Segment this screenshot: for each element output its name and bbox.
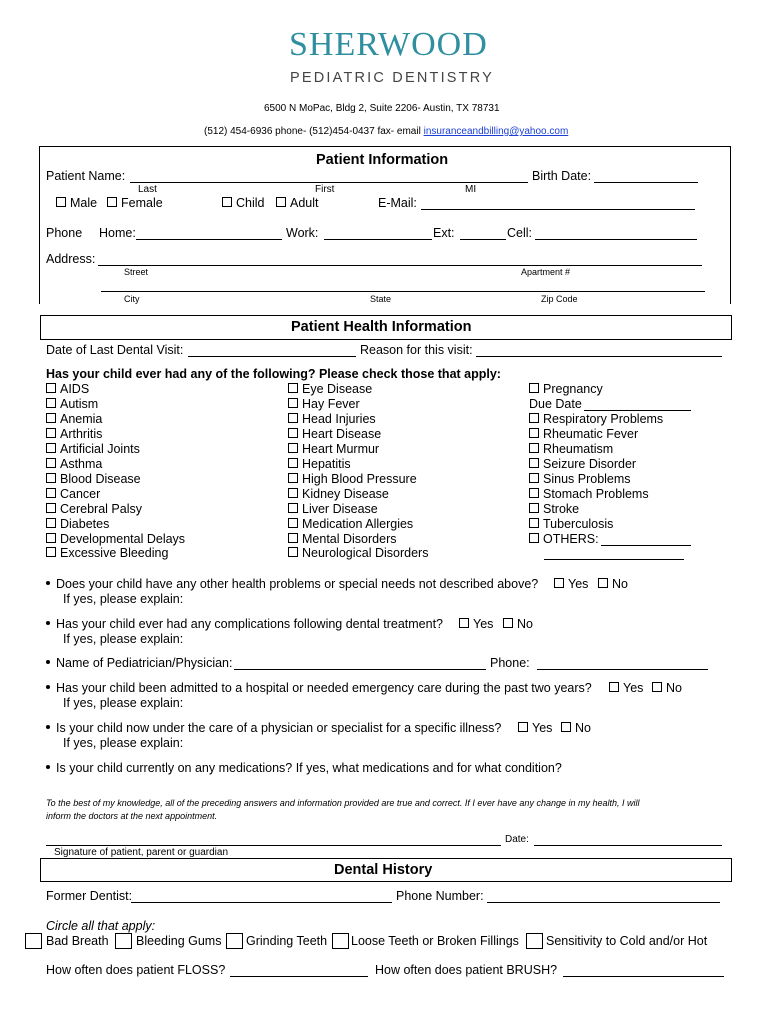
type-adult[interactable] xyxy=(276,196,319,210)
condition-item[interactable] xyxy=(288,502,428,517)
question-5 xyxy=(46,721,501,735)
option-sensitivity: Sensitivity to Cold and/or Hot xyxy=(546,934,708,948)
question-2-text: Has your child ever had any complications following dental treatment? xyxy=(56,617,444,631)
male-label: Male xyxy=(70,196,98,210)
condition-item[interactable] xyxy=(46,517,185,532)
condition-label: Blood Disease xyxy=(60,471,141,486)
q2-explain: If yes, please explain: xyxy=(63,632,184,646)
question-6-text: Is your child currently on any medications? If yes, what medications and for what condition? xyxy=(56,761,562,775)
checkbox-icon[interactable] xyxy=(288,398,298,408)
option-checkbox-sensitivity[interactable] xyxy=(526,933,543,949)
yes-label: Yes xyxy=(532,721,553,735)
last-visit-label: Date of Last Dental Visit: xyxy=(46,343,184,357)
checkbox-icon[interactable] xyxy=(529,518,539,528)
condition-label: High Blood Pressure xyxy=(302,471,417,486)
option-checkbox-bleeding-gums[interactable] xyxy=(115,933,132,949)
bullet-icon xyxy=(46,621,50,625)
bullet-icon xyxy=(46,725,50,729)
ext-field[interactable] xyxy=(460,239,506,240)
question-1 xyxy=(46,577,538,591)
condition-item[interactable] xyxy=(46,442,185,457)
condition-item[interactable] xyxy=(46,382,185,397)
question-5-text: Is your child now under the care of a physician or specialist for a specific illness? xyxy=(56,721,502,735)
floss-field[interactable] xyxy=(230,976,368,977)
checkbox-icon[interactable] xyxy=(529,458,539,468)
street-field[interactable] xyxy=(98,265,702,266)
condition-item[interactable] xyxy=(46,472,185,487)
condition-item[interactable] xyxy=(46,546,185,561)
phone-label: Phone xyxy=(46,226,83,240)
option-bleeding-gums: Bleeding Gums xyxy=(136,934,222,948)
reason-field[interactable] xyxy=(476,356,722,357)
condition-label: Arthritis xyxy=(60,426,103,441)
condition-label: Cerebral Palsy xyxy=(60,501,142,516)
conditions-column-3 xyxy=(529,382,663,546)
home-phone-field[interactable] xyxy=(136,239,282,240)
type-child[interactable] xyxy=(222,196,265,210)
female-label: Female xyxy=(121,196,163,210)
q1-explain: If yes, please explain: xyxy=(63,592,184,606)
gender-male[interactable] xyxy=(56,196,97,210)
question-6 xyxy=(46,761,562,775)
condition-label: Rheumatism xyxy=(543,441,614,456)
checkbox-icon[interactable] xyxy=(288,413,298,423)
section-left-border xyxy=(39,146,40,304)
question-1-text: Does your child have any other health problems or special needs not described above? xyxy=(56,577,539,591)
option-bad-breath: Bad Breath xyxy=(46,934,109,948)
checkbox-icon[interactable] xyxy=(459,618,469,628)
pediatrician-label: Name of Pediatrician/Physician: xyxy=(56,656,233,670)
q2-no[interactable] xyxy=(503,617,533,631)
condition-item[interactable] xyxy=(288,532,428,547)
condition-label: AIDS xyxy=(60,382,90,396)
condition-label: Diabetes xyxy=(60,516,110,531)
condition-item[interactable] xyxy=(288,546,428,561)
email-label: E-Mail: xyxy=(378,196,417,210)
condition-label: Tuberculosis xyxy=(543,516,614,531)
pediatrician-phone-label: Phone: xyxy=(490,656,530,670)
no-label: No xyxy=(666,681,682,695)
condition-label: Mental Disorders xyxy=(302,531,397,546)
option-checkbox-loose-teeth[interactable] xyxy=(332,933,349,949)
condition-label: Neurological Disorders xyxy=(302,546,429,561)
former-dentist-label: Former Dentist: xyxy=(46,889,133,903)
pediatrician-field[interactable] xyxy=(234,669,486,670)
email-link[interactable]: insuranceandbilling@yahoo.com xyxy=(423,126,569,137)
condition-label: Artificial Joints xyxy=(60,441,140,456)
checkbox-icon[interactable] xyxy=(288,428,298,438)
checkbox-icon[interactable] xyxy=(276,197,286,207)
conditions-column-1 xyxy=(46,382,185,561)
ext-label: Ext: xyxy=(433,226,455,240)
practice-contact xyxy=(204,126,568,137)
checkbox-icon[interactable] xyxy=(46,518,56,528)
checkbox-icon[interactable] xyxy=(46,533,56,543)
question-4 xyxy=(46,681,592,695)
condition-label: Anemia xyxy=(60,411,103,426)
condition-item[interactable] xyxy=(46,412,185,427)
checkbox-icon[interactable] xyxy=(46,428,56,438)
sub-first: First xyxy=(315,184,335,195)
condition-label: Kidney Disease xyxy=(302,486,389,501)
option-checkbox-bad-breath[interactable] xyxy=(25,933,42,949)
checkbox-icon[interactable] xyxy=(288,547,298,557)
contact-text: (512) 454-6936 phone- (512)454-0437 fax- email xyxy=(204,126,424,137)
checkbox-icon[interactable] xyxy=(46,413,56,423)
condition-item[interactable] xyxy=(288,517,428,532)
checkbox-icon[interactable] xyxy=(46,503,56,513)
condition-label: Stroke xyxy=(543,501,580,516)
condition-label: Head Injuries xyxy=(302,411,376,426)
circle-instruction: Circle all that apply: xyxy=(46,919,156,933)
checkbox-icon[interactable] xyxy=(529,413,539,423)
health-info-title: Patient Health Information xyxy=(291,319,472,335)
checkbox-icon[interactable] xyxy=(288,443,298,453)
checkbox-icon[interactable] xyxy=(46,488,56,498)
sub-mi: MI xyxy=(465,184,477,195)
q1-no[interactable] xyxy=(598,577,628,591)
checkbox-icon[interactable] xyxy=(46,398,56,408)
signature-date-field[interactable] xyxy=(534,845,722,846)
checkbox-icon[interactable] xyxy=(529,488,539,498)
checkbox-icon[interactable] xyxy=(529,533,539,543)
bullet-icon xyxy=(46,660,50,664)
floss-label: How often does patient FLOSS? xyxy=(46,963,226,977)
condition-item[interactable] xyxy=(288,472,428,487)
condition-item[interactable] xyxy=(529,517,663,532)
address-label: Address: xyxy=(46,252,96,266)
condition-item[interactable] xyxy=(529,472,663,487)
birth-date-field[interactable] xyxy=(594,182,698,183)
section-top-border xyxy=(39,146,731,147)
home-label: Home: xyxy=(99,226,136,240)
condition-label: Heart Murmur xyxy=(302,441,380,456)
bullet-icon xyxy=(46,685,50,689)
sub-zip: Zip Code xyxy=(541,294,578,304)
condition-label: Asthma xyxy=(60,456,103,471)
sub-state: State xyxy=(370,294,392,304)
section-right-border xyxy=(730,146,731,304)
sub-street: Street xyxy=(124,267,149,277)
date-label: Date: xyxy=(505,834,529,845)
option-grinding-teeth: Grinding Teeth xyxy=(246,934,328,948)
work-phone-field[interactable] xyxy=(324,239,432,240)
checkbox-icon[interactable] xyxy=(46,547,56,557)
sub-city: City xyxy=(124,294,140,304)
condition-label: Cancer xyxy=(60,486,101,501)
birth-date-label: Birth Date: xyxy=(532,169,592,183)
bullet-icon xyxy=(46,765,50,769)
no-label: No xyxy=(517,617,533,631)
condition-item[interactable] xyxy=(529,412,663,427)
condition-item[interactable] xyxy=(529,442,663,457)
patient-info-title: Patient Information xyxy=(316,152,449,168)
checkbox-icon[interactable] xyxy=(46,443,56,453)
checkbox-icon[interactable] xyxy=(46,458,56,468)
q4-explain: If yes, please explain: xyxy=(63,696,184,710)
checkbox-icon[interactable] xyxy=(56,197,66,207)
dentist-phone-label: Phone Number: xyxy=(396,889,484,903)
condition-item[interactable] xyxy=(46,457,185,472)
condition-item[interactable] xyxy=(288,442,428,457)
checkbox-icon[interactable] xyxy=(222,197,232,207)
others-field-2[interactable] xyxy=(544,559,684,560)
condition-label: Sinus Problems xyxy=(543,471,631,486)
patient-name-field[interactable] xyxy=(130,182,528,183)
question-3 xyxy=(46,656,232,670)
checkbox-icon[interactable] xyxy=(529,428,539,438)
bullet-icon xyxy=(46,581,50,585)
condition-item[interactable] xyxy=(288,382,428,397)
condition-item[interactable] xyxy=(288,487,428,502)
dentist-phone-field[interactable] xyxy=(487,902,720,903)
reason-label: Reason for this visit: xyxy=(360,343,473,357)
condition-label: Hay Fever xyxy=(302,396,360,411)
checkbox-icon[interactable] xyxy=(503,618,513,628)
checkbox-icon[interactable] xyxy=(554,578,564,588)
condition-item[interactable] xyxy=(288,397,428,412)
option-loose-teeth: Loose Teeth or Broken Fillings xyxy=(351,934,519,948)
condition-item[interactable] xyxy=(529,502,663,517)
checkbox-icon[interactable] xyxy=(288,533,298,543)
condition-item[interactable] xyxy=(288,457,428,472)
logo-subtitle: PEDIATRIC DENTISTRY xyxy=(290,70,495,86)
former-dentist-field[interactable] xyxy=(131,902,392,903)
condition-label: Autism xyxy=(60,396,99,411)
checkbox-icon[interactable] xyxy=(288,488,298,498)
brush-label: How often does patient BRUSH? xyxy=(375,963,558,977)
condition-item[interactable] xyxy=(46,502,185,517)
condition-label: Stomach Problems xyxy=(543,486,649,501)
yes-label: Yes xyxy=(568,577,589,591)
condition-item[interactable] xyxy=(288,427,428,442)
logo-wordmark: SHERWOOD xyxy=(289,26,488,63)
adult-label: Adult xyxy=(290,196,319,210)
city-state-zip-field[interactable] xyxy=(101,291,705,292)
q4-yes[interactable] xyxy=(609,681,643,695)
condition-label: Heart Disease xyxy=(302,426,382,441)
checkbox-icon[interactable] xyxy=(46,473,56,483)
checkbox-icon[interactable] xyxy=(518,722,528,732)
email-field[interactable] xyxy=(421,209,695,210)
checkbox-icon[interactable] xyxy=(288,503,298,513)
condition-label: Eye Disease xyxy=(302,382,373,396)
practice-address: 6500 N MoPac, Bldg 2, Suite 2206- Austin, TX 78731 xyxy=(264,103,500,114)
condition-label: OTHERS: xyxy=(543,531,599,546)
attestation-line-1: To the best of my knowledge, all of the preceding answers and information provided are true and correct. If I ever have any change in my health, I will xyxy=(46,798,640,808)
q4-no[interactable] xyxy=(652,681,682,695)
q1-yes[interactable] xyxy=(554,577,588,591)
sub-apartment: Apartment # xyxy=(521,267,571,277)
q5-no[interactable] xyxy=(561,721,591,735)
question-2 xyxy=(46,617,443,631)
condition-item[interactable] xyxy=(46,487,185,502)
condition-label: Medication Allergies xyxy=(302,516,414,531)
due-date-field[interactable] xyxy=(584,410,691,411)
condition-label: Excessive Bleeding xyxy=(60,546,169,561)
no-label: No xyxy=(612,577,628,591)
condition-pregnancy[interactable] xyxy=(529,382,663,397)
yes-label: Yes xyxy=(473,617,494,631)
q5-explain: If yes, please explain: xyxy=(63,736,184,750)
checkbox-icon[interactable] xyxy=(652,682,662,692)
condition-item[interactable] xyxy=(46,427,185,442)
due-date-label: Due Date xyxy=(529,396,582,411)
condition-label: Liver Disease xyxy=(302,501,378,516)
checkbox-icon[interactable] xyxy=(598,578,608,588)
condition-label: Rheumatic Fever xyxy=(543,426,639,441)
dental-history-title: Dental History xyxy=(334,862,433,878)
conditions-column-2 xyxy=(288,382,428,561)
checkbox-icon[interactable] xyxy=(529,473,539,483)
attestation-line-2: inform the doctors at the next appointment. xyxy=(46,811,218,821)
option-checkbox-grinding-teeth[interactable] xyxy=(226,933,243,949)
q2-yes[interactable] xyxy=(459,617,493,631)
signature-field[interactable] xyxy=(46,845,501,846)
checkbox-icon[interactable] xyxy=(288,458,298,468)
cell-phone-field[interactable] xyxy=(535,239,697,240)
pediatrician-phone-field[interactable] xyxy=(537,669,708,670)
brush-field[interactable] xyxy=(563,976,724,977)
condition-label: Seizure Disorder xyxy=(543,456,637,471)
condition-item[interactable] xyxy=(46,532,185,547)
condition-label: Hepatitis xyxy=(302,456,351,471)
condition-item[interactable] xyxy=(46,397,185,412)
checkbox-icon[interactable] xyxy=(288,383,298,393)
condition-item[interactable] xyxy=(288,412,428,427)
gender-female[interactable] xyxy=(107,196,163,210)
checkbox-icon[interactable] xyxy=(46,383,56,393)
condition-label: Respiratory Problems xyxy=(543,411,664,426)
checkbox-icon[interactable] xyxy=(609,682,619,692)
checkbox-icon[interactable] xyxy=(561,722,571,732)
others-field[interactable] xyxy=(601,545,691,546)
child-label: Child xyxy=(236,196,265,210)
yes-label: Yes xyxy=(623,681,644,695)
condition-item[interactable] xyxy=(529,457,663,472)
checkbox-icon[interactable] xyxy=(107,197,117,207)
checkbox-icon[interactable] xyxy=(529,443,539,453)
no-label: No xyxy=(575,721,591,735)
checkbox-icon[interactable] xyxy=(288,473,298,483)
last-visit-field[interactable] xyxy=(188,356,356,357)
patient-name-label: Patient Name: xyxy=(46,169,126,183)
sub-last: Last xyxy=(138,184,157,195)
checkbox-icon[interactable] xyxy=(529,383,539,393)
condition-item[interactable] xyxy=(529,487,663,502)
checkbox-icon[interactable] xyxy=(529,503,539,513)
condition-label: Developmental Delays xyxy=(60,531,186,546)
work-label: Work: xyxy=(286,226,319,240)
condition-label: Pregnancy xyxy=(543,382,603,396)
signature-label: Signature of patient, parent or guardian xyxy=(54,847,229,858)
checkbox-icon[interactable] xyxy=(288,518,298,528)
q5-yes[interactable] xyxy=(518,721,552,735)
question-4-text: Has your child been admitted to a hospital or needed emergency care during the past two years? xyxy=(56,681,592,695)
condition-item[interactable] xyxy=(529,427,663,442)
conditions-question: Has your child ever had any of the following? Please check those that apply: xyxy=(46,367,501,381)
cell-label: Cell: xyxy=(507,226,533,240)
